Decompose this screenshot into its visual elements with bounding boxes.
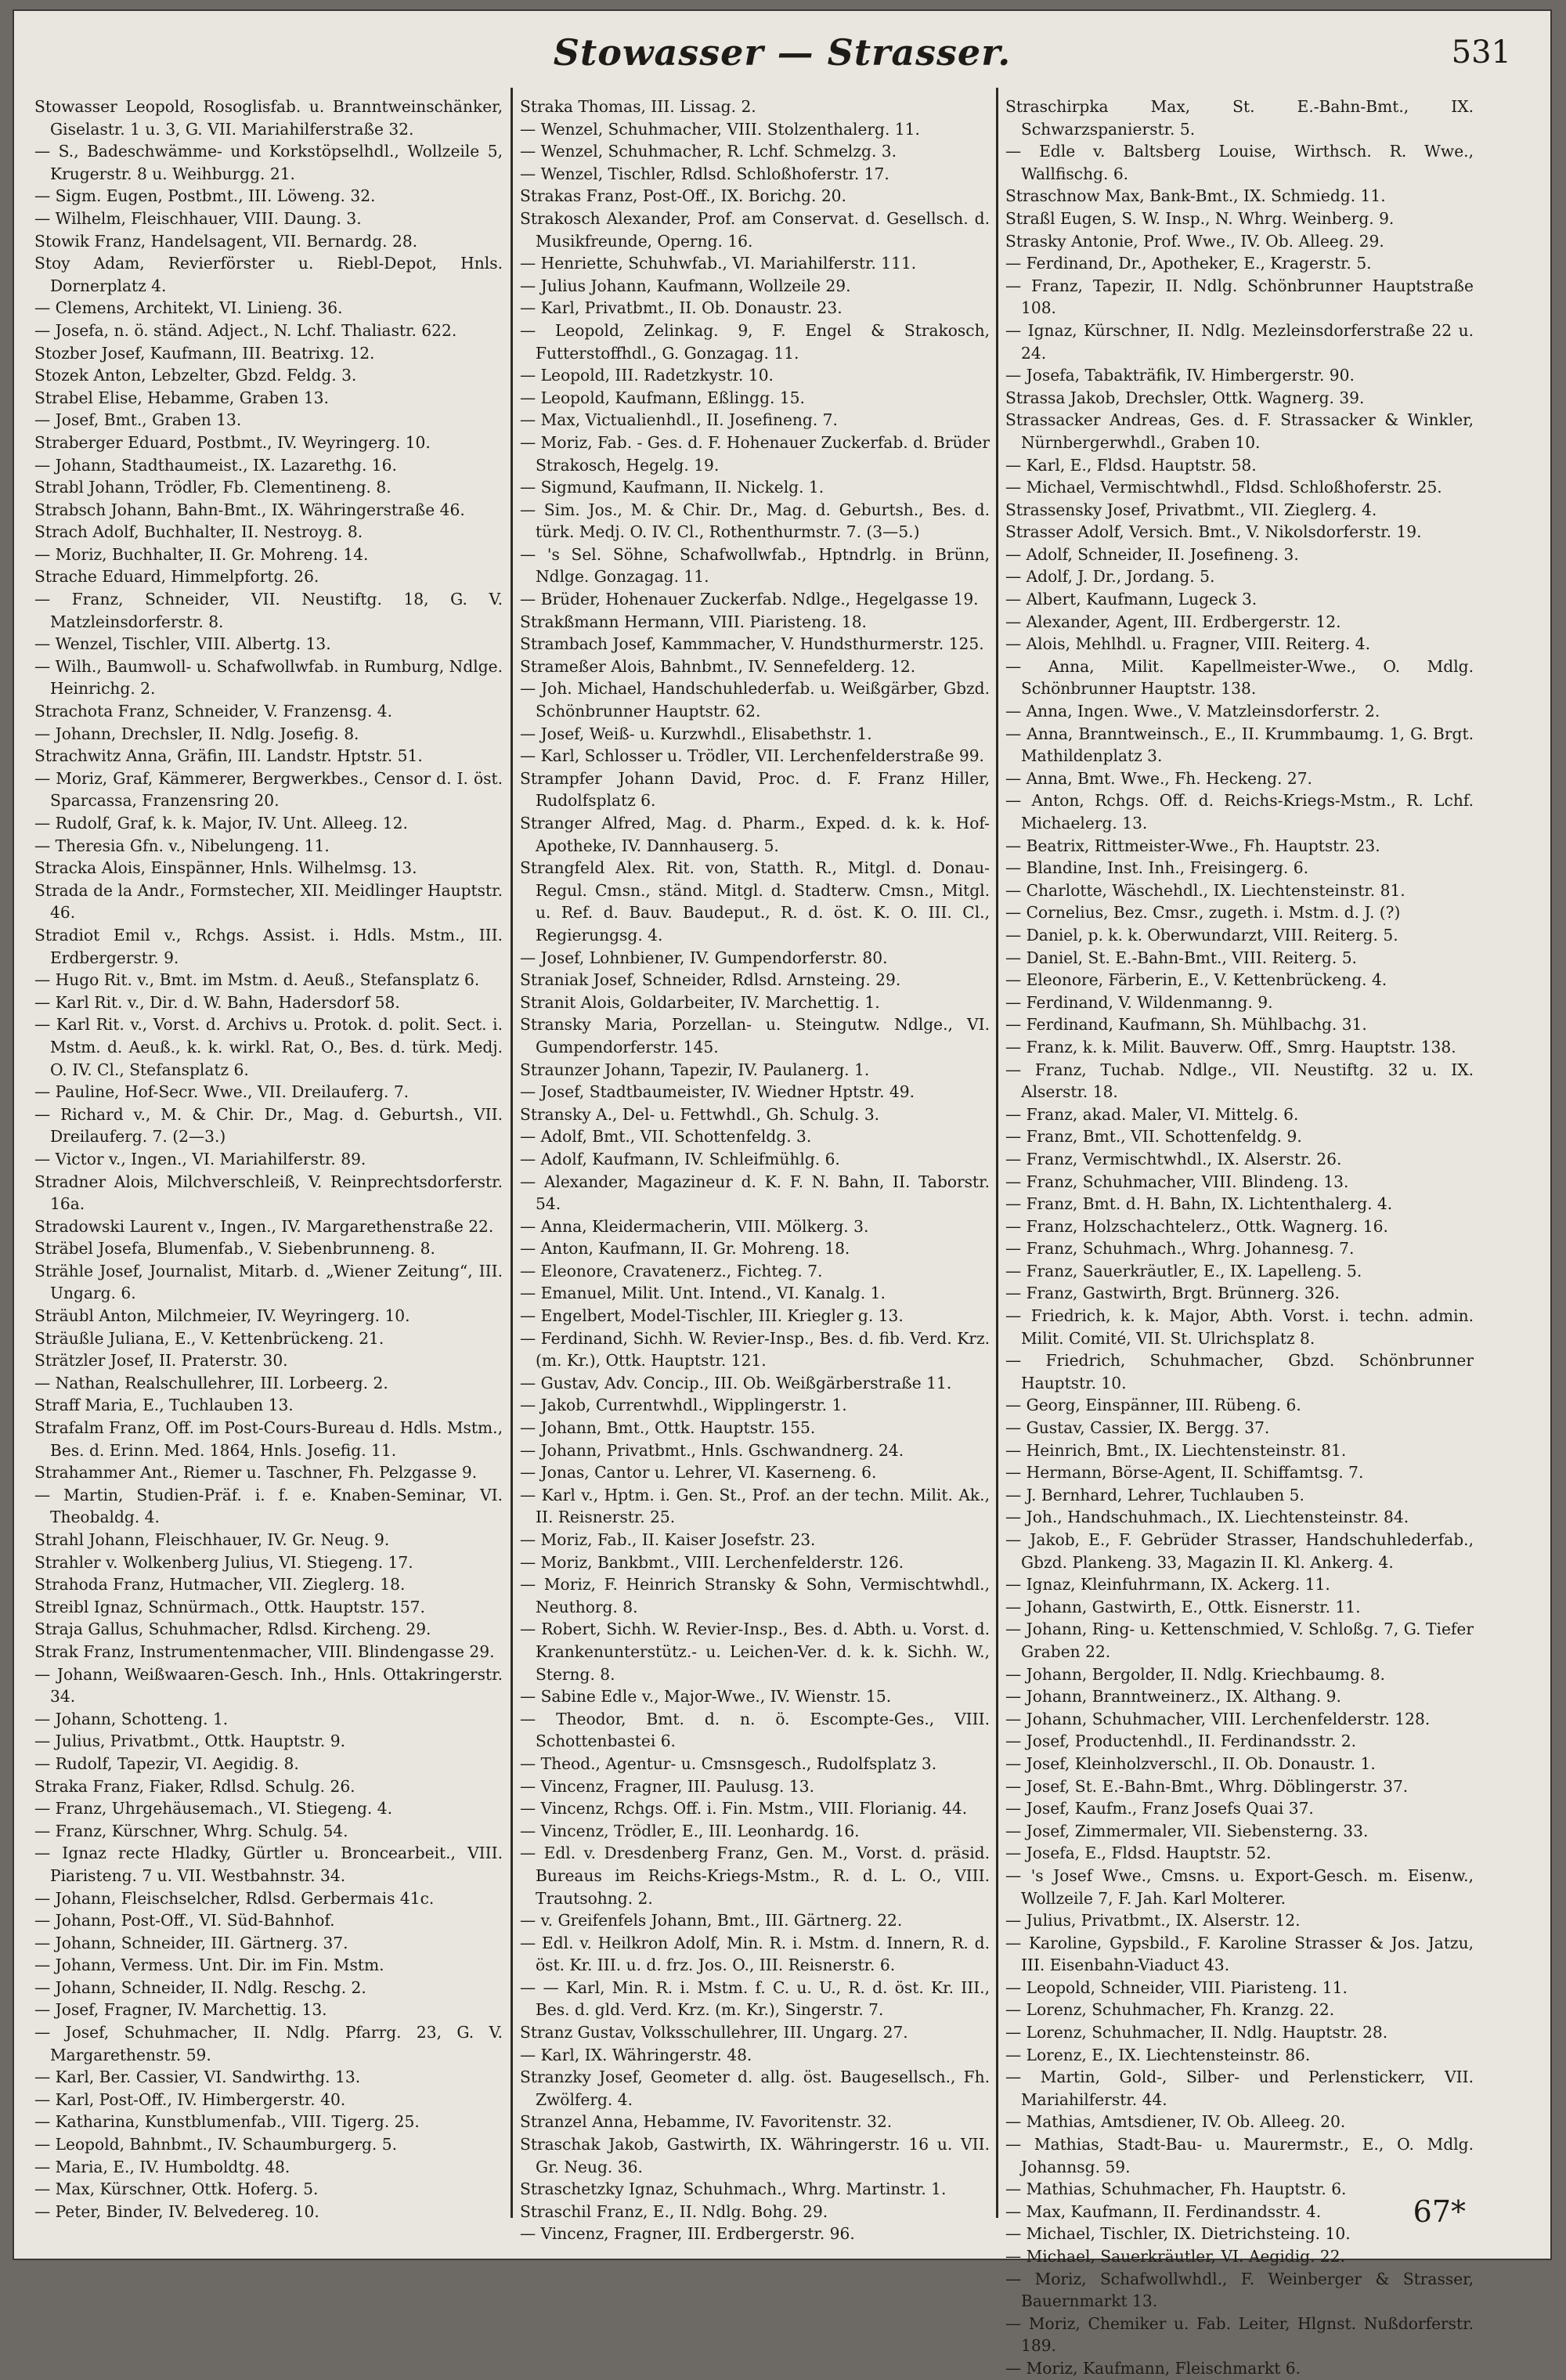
directory-entry: Strätzler Josef, II. Praterstr. 30. (34, 1351, 288, 1371)
directory-entry: — Franz, Vermischtwhdl., IX. Alserstr. 26. (1005, 1149, 1342, 1168)
directory-entry: Sträubl Anton, Milchmeier, IV. Weyringerg. 10. (34, 1306, 410, 1326)
directory-entry: — Josefa, n. ö. ständ. Adject., N. Lchf. Thaliastr. 622. (34, 320, 457, 340)
directory-entry: — — Karl, Min. R. i. Mstm. f. C. u. U., R. d. öst. Kr. III., Bes. d. gld. Verd. Krz. (m. Kr.), Singerstr. 7. (520, 1977, 990, 2020)
directory-entry: — Mathias, Stadt-Bau- u. Maurermstr., E., O. Mdlg. Johannsg. 59. (1005, 2135, 1474, 2176)
directory-entry: — Moriz, Bankbmt., VIII. Lerchenfelderstr. 126. (520, 1552, 904, 1572)
directory-entry: — Vincenz, Fragner, III. Paulusg. 13. (520, 1776, 814, 1796)
directory-entry: — Josefa, E., Fldsd. Hauptstr. 52. (1005, 1844, 1272, 1863)
directory-entry: Strahammer Ant., Riemer u. Taschner, Fh. Pelzgasse 9. (34, 1463, 478, 1483)
directory-entry: — Franz, Schuhmach., Whrg. Johannesg. 7. (1005, 1239, 1355, 1259)
directory-entry: — Moriz, F. Heinrich Stransky & Sohn, Vermischtwhdl., Neuthorg. 8. (520, 1575, 990, 1616)
directory-entry: Streibl Ignaz, Schnürmach., Ottk. Hauptstr. 157. (34, 1597, 425, 1616)
directory-entry: — S., Badeschwämme- und Korkstöpselhdl., Wollzeile 5, Krugerstr. 8 u. Weihburgg. 21. (34, 142, 503, 183)
directory-entry: Straff Maria, E., Tuchlauben 13. (34, 1396, 294, 1415)
directory-entry: — Moriz, Schafwollwhdl., F. Weinberger & Strasser, Bauernmarkt 13. (1005, 2269, 1474, 2311)
page-header (13, 31, 1552, 78)
directory-entry: — Theresia Gfn. v., Nibelungeng. 11. (34, 836, 330, 855)
directory-entry: — Lorenz, E., IX. Liechtensteinstr. 86. (1005, 2045, 1311, 2064)
directory-entry: — Sigm. Eugen, Postbmt., III. Löweng. 32. (34, 186, 376, 206)
directory-entry: — Moriz, Kaufmann, Fleischmarkt 6. (1005, 2358, 1301, 2378)
directory-entry: Stranzky Josef, Geometer d. allg. öst. Baugesellsch., Fh. Zwölferg. 4. (520, 2068, 990, 2109)
directory-entry: — Lorenz, Schuhmacher, Fh. Kranzg. 22. (1005, 2000, 1335, 2020)
directory-entry: Strameßer Alois, Bahnbmt., IV. Sennefelderg. 12. (520, 656, 916, 676)
directory-entry: Strache Eduard, Himmelpfortg. 26. (34, 567, 319, 587)
directory-entry: — Friedrich, Schuhmacher, Gbzd. Schönbrunner Hauptstr. 10. (1005, 1351, 1474, 1392)
directory-entry: — Johann, Schuhmacher, VIII. Lerchenfelderstr. 128. (1005, 1709, 1431, 1728)
directory-entry: — Daniel, St. E.-Bahn-Bmt., VIII. Reiterg. 5. (1005, 948, 1357, 967)
directory-entry: Stradner Alois, Milchverschleiß, V. Reinprechtsdorferstr. 16a. (34, 1172, 503, 1214)
directory-entry: Strahler v. Wolkenberg Julius, VI. Stiegeng. 17. (34, 1552, 413, 1572)
directory-entry: — Katharina, Kunstblumenfab., VIII. Tigerg. 25. (34, 2112, 420, 2132)
directory-entry: — Sim. Jos., M. & Chir. Dr., Mag. d. Geburtsh., Bes. d. türk. Medj. O. IV. Cl., Rothenthurmstr. 7. (3—5.) (520, 500, 990, 542)
directory-entry: Stranger Alfred, Mag. d. Pharm., Exped. d. k. k. Hof-Apotheke, IV. Dannhauserg. 5. (520, 814, 990, 855)
directory-entry: — Emanuel, Milit. Unt. Intend., VI. Kanalg. 1. (520, 1284, 886, 1303)
directory-entry: Strampfer Johann David, Proc. d. F. Franz Hiller, Rudolfsplatz 6. (520, 768, 990, 811)
directory-entry: — Eleonore, Färberin, E., V. Kettenbrückeng. 4. (1005, 970, 1387, 990)
directory-entry: — 's Sel. Söhne, Schafwollwfab., Hptndrlg. in Brünn, Ndlge. Gonzagag. 11. (520, 544, 990, 587)
directory-entry: — Johann, Gastwirth, E., Ottk. Eisnerstr. 11. (1005, 1597, 1361, 1616)
directory-entry: — Johann, Post-Off., VI. Süd-Bahnhof. (34, 1911, 335, 1930)
directory-entry: — Wenzel, Schuhmacher, VIII. Stolzenthalerg. 11. (520, 119, 920, 139)
directory-entry: — Ignaz, Kleinfuhrmann, IX. Ackerg. 11. (1005, 1575, 1330, 1594)
directory-entry: — Alexander, Magazineur d. K. F. N. Bahn, II. Taborstr. 54. (520, 1172, 990, 1214)
directory-entry: — Julius Johann, Kaufmann, Wollzeile 29. (520, 276, 851, 295)
directory-entry: — Josef, Kleinholzverschl., II. Ob. Donaustr. 1. (1005, 1753, 1376, 1773)
directory-entry: — Charlotte, Wäschehdl., IX. Liechtensteinstr. 81. (1005, 880, 1405, 900)
page-number: 531 (1451, 34, 1511, 70)
directory-entry: — Franz, Schuhmacher, VIII. Blindeng. 13. (1005, 1172, 1349, 1191)
directory-entry: — Victor v., Ingen., VI. Mariahilferstr. 89. (34, 1149, 366, 1168)
directory-entry: — Leopold, Zelinkag. 9, F. Engel & Strakosch, Futterstoffhdl., G. Gonzagag. 11. (520, 320, 990, 363)
directory-entry: — Edl. v. Dresdenberg Franz, Gen. M., Vorst. d. präsid. Bureaus im Reichs-Kriegs-Mstm., R. d. L. O., VIII. Trautsohng. 2. (520, 1844, 990, 1908)
directory-entry: — Franz, Kürschner, Whrg. Schulg. 54. (34, 1821, 348, 1840)
directory-entry: — Rudolf, Graf, k. k. Major, IV. Unt. Alleeg. 12. (34, 814, 408, 832)
directory-entry: — Peter, Binder, IV. Belvedereg. 10. (34, 2201, 319, 2221)
directory-entry: Stozek Anton, Lebzelter, Gbzd. Feldg. 3. (34, 366, 357, 385)
directory-entry: Straka Franz, Fiaker, Rdlsd. Schulg. 26. (34, 1776, 355, 1796)
directory-entry: — Leopold, Bahnbmt., IV. Schaumburgerg. 5. (34, 2135, 397, 2154)
directory-entry: Strahl Johann, Fleischhauer, IV. Gr. Neug. 9. (34, 1530, 390, 1549)
directory-entry: — Leopold, Schneider, VIII. Piaristeng. 11. (1005, 1977, 1348, 1997)
directory-entry: — Franz, Tuchab. Ndlge., VII. Neustiftg. 32 u. IX. Alserstr. 18. (1005, 1060, 1474, 1102)
directory-entry: Stranzel Anna, Hebamme, IV. Favoritenstr. 32. (520, 2112, 893, 2132)
directory-entry: Straberger Eduard, Postbmt., IV. Weyringerg. 10. (34, 432, 431, 452)
directory-entry: — Franz, Holzschachtelerz., Ottk. Wagnerg. 16. (1005, 1216, 1388, 1236)
directory-entry: — Franz, Sauerkräutler, E., IX. Lapelleng. 5. (1005, 1261, 1362, 1280)
directory-entry: — Heinrich, Bmt., IX. Liechtensteinstr. 81. (1005, 1440, 1347, 1460)
directory-entry: — Julius, Privatbmt., IX. Alserstr. 12. (1005, 1911, 1301, 1930)
directory-entry: Stradiot Emil v., Rchgs. Assist. i. Hdls. Mstm., III. Erdbergerstr. 9. (34, 925, 503, 967)
directory-entry: — Ferdinand, Kaufmann, Sh. Mühlbachg. 31. (1005, 1015, 1367, 1035)
directory-entry: — Johann, Schotteng. 1. (34, 1709, 229, 1728)
directory-entry: — Hermann, Börse-Agent, II. Schiffamtsg. 7. (1005, 1463, 1364, 1483)
directory-entry: — v. Greifenfels Johann, Bmt., III. Gärtnerg. 22. (520, 1911, 903, 1930)
directory-entry: Straschil Franz, E., II. Ndlg. Bohg. 29. (520, 2201, 828, 2221)
directory-entry: — Wenzel, Tischler, Rdlsd. Schloßhoferstr. 17. (520, 164, 889, 183)
directory-entry: — Gustav, Adv. Concip., III. Ob. Weißgärberstraße 11. (520, 1373, 952, 1392)
directory-entry: — Johann, Bmt., Ottk. Hauptstr. 155. (520, 1418, 816, 1438)
directory-entry: — Vincenz, Trödler, E., III. Leonhardg. 16. (520, 1821, 860, 1840)
directory-entry: — Leopold, III. Radetzkystr. 10. (520, 366, 774, 385)
directory-entry: — Karl, Privatbmt., II. Ob. Donaustr. 23. (520, 298, 843, 318)
directory-entry: Straniak Josef, Schneider, Rdlsd. Arnsteing. 29. (520, 970, 901, 990)
directory-entry: — Karl Rit. v., Vorst. d. Archivs u. Protok. d. polit. Sect. i. Mstm. d. Aeuß., k. k. wirkl. Rat, O., Bes. d. türk. Medj. O. IV. Cl., Stefansplatz 6. (34, 1015, 503, 1079)
directory-entry: Strachwitz Anna, Gräfin, III. Landstr. Hptstr. 51. (34, 746, 423, 766)
directory-entry: — Johann, Stadthaumeist., IX. Lazarethg. 16. (34, 455, 397, 475)
directory-entry: Straunzer Johann, Tapezir, IV. Paulanerg. 1. (520, 1060, 870, 1079)
directory-entry: — Anton, Rchgs. Off. d. Reichs-Kriegs-Mstm., R. Lchf. Michaelerg. 13. (1005, 791, 1474, 832)
directory-entry: — Alexander, Agent, III. Erdbergerstr. 12. (1005, 612, 1341, 631)
directory-entry: Straschak Jakob, Gastwirth, IX. Währingerstr. 16 u. VII. Gr. Neug. 36. (520, 2135, 990, 2176)
directory-entry: Stoy Adam, Revierförster u. Riebl-Depot, Hnls. Dornerplatz 4. (34, 254, 503, 295)
directory-entry: Stowasser Leopold, Rosoglisfab. u. Branntweinschänker, Giselastr. 1 u. 3, G. VII. Mariahilferstraße 32. (34, 97, 503, 139)
directory-entry: Strafalm Franz, Off. im Post-Cours-Bureau d. Hdls. Mstm., Bes. d. Erinn. Med. 1864, Hnls. Josefig. 11. (34, 1418, 503, 1460)
directory-entry: Straka Thomas, III. Lissag. 2. (520, 97, 756, 116)
directory-entry: — Lorenz, Schuhmacher, II. Ndlg. Hauptstr. 28. (1005, 2023, 1388, 2042)
directory-entry: — Josefa, Tabakträfik, IV. Himbergerstr. 90. (1005, 366, 1355, 385)
directory-entry: — Ferdinand, V. Wildenmanng. 9. (1005, 992, 1273, 1012)
directory-entry: — Karl v., Hptm. i. Gen. St., Prof. an der techn. Milit. Ak., II. Reisnerstr. 25. (520, 1485, 990, 1527)
directory-entry: Strabl Johann, Trödler, Fb. Clementineng. 8. (34, 478, 392, 497)
directory-entry: — Moriz, Buchhalter, II. Gr. Mohreng. 14. (34, 544, 369, 564)
directory-entry: — Sigmund, Kaufmann, II. Nickelg. 1. (520, 478, 824, 497)
directory-entry: — Moriz, Graf, Kämmerer, Bergwerkbes., Censor d. I. öst. Sparcassa, Franzensring 20. (34, 768, 503, 811)
directory-entry: Strangfeld Alex. Rit. von, Statth. R., Mitgl. d. Donau-Regul. Cmsn., ständ. Mitgl. d. Stadterw. Cmsn., Mitgl. u. Ref. d. Bauv. Baudeput., R. d. öst. K. O. III. Cl., Regierungsg. 4. (520, 858, 990, 944)
directory-entry: — Franz, Gastwirth, Brgt. Brünnerg. 326. (1005, 1284, 1340, 1303)
directory-entry: Strada de la Andr., Formstecher, XII. Meidlinger Hauptstr. 46. (34, 880, 503, 923)
directory-entry: Strachota Franz, Schneider, V. Franzensg. 4. (34, 702, 393, 721)
directory-entry: — Sabine Edle v., Major-Wwe., IV. Wienstr. 15. (520, 1687, 892, 1706)
directory-entry: — Michael, Sauerkräutler, VI. Aegidig. 22. (1005, 2247, 1346, 2266)
directory-entry: — Franz, Bmt., VII. Schottenfeldg. 9. (1005, 1127, 1302, 1147)
directory-entry: — Franz, Schneider, VII. Neustiftg. 18, G. V. Matzleinsdorferstr. 8. (34, 590, 503, 631)
directory-entry: — Josef, Kaufm., Franz Josefs Quai 37. (1005, 1799, 1314, 1818)
directory-entry: Strassacker Andreas, Ges. d. F. Strassacker & Winkler, Nürnbergerwhdl., Graben 10. (1005, 410, 1474, 452)
column-2 (520, 96, 990, 2244)
directory-entry: — Josef, Zimmermaler, VII. Siebensterng. 33. (1005, 1821, 1369, 1840)
directory-entry: — Martin, Studien-Präf. i. f. e. Knaben-Seminar, VI. Theobaldg. 4. (34, 1485, 503, 1527)
directory-entry: — Wenzel, Schuhmacher, R. Lchf. Schmelzg. 3. (520, 142, 897, 161)
directory-entry: — Georg, Einspänner, III. Rübeng. 6. (1005, 1396, 1301, 1415)
directory-entry: — Anna, Branntweinsch., E., II. Krummbaumg. 1, G. Brgt. Mathildenplatz 3. (1005, 724, 1474, 766)
directory-entry: Strambach Josef, Kammmacher, V. Hundsthurmerstr. 125. (520, 634, 984, 654)
directory-entry: — Karl, Schlosser u. Trödler, VII. Lerchenfelderstraße 99. (520, 746, 984, 766)
directory-entry: Sträbel Josefa, Blumenfab., V. Siebenbrunneng. 8. (34, 1239, 435, 1259)
directory-entry: — Rudolf, Tapezir, VI. Aegidig. 8. (34, 1753, 299, 1773)
directory-entry: — Josef, Schuhmacher, II. Ndlg. Pfarrg. 23, G. V. Margarethenstr. 59. (34, 2023, 503, 2064)
directory-entry: — Moriz, Fab. - Ges. d. F. Hohenauer Zuckerfab. d. Brüder Strakosch, Hegelg. 19. (520, 432, 990, 475)
directory-entry: — Franz, Uhrgehäusemach., VI. Stiegeng. 4. (34, 1799, 393, 1818)
directory-entry: — Karl, Ber. Cassier, VI. Sandwirthg. 13. (34, 2068, 361, 2087)
directory-entry: Strassa Jakob, Drechsler, Ottk. Wagnerg. 39. (1005, 388, 1365, 407)
directory-entry: Stransky A., Del- u. Fettwhdl., Gh. Schulg. 3. (520, 1104, 880, 1124)
directory-entry: — Gustav, Cassier, IX. Bergg. 37. (1005, 1418, 1270, 1438)
directory-entry: Strassensky Josef, Privatbmt., VII. Zieglerg. 4. (1005, 500, 1377, 519)
directory-entry: — Anton, Kaufmann, II. Gr. Mohreng. 18. (520, 1239, 850, 1259)
directory-entry: — Martin, Gold-, Silber- und Perlenstickerr, VII. Mariahilferstr. 44. (1005, 2068, 1474, 2109)
column-1 (34, 96, 503, 2221)
directory-entry: — Josef, St. E.-Bahn-Bmt., Whrg. Döblingerstr. 37. (1005, 1776, 1409, 1796)
directory-entry: Strach Adolf, Buchhalter, II. Nestroyg. 8. (34, 522, 363, 542)
directory-entry: — 's Josef Wwe., Cmsns. u. Export-Gesch. m. Eisenw., Wollzeile 7, F. Jah. Karl Molterer. (1005, 1865, 1474, 1908)
directory-entry: — Joh., Handschuhmach., IX. Liechtensteinstr. 84. (1005, 1508, 1409, 1527)
directory-entry: Strak Franz, Instrumentenmacher, VIII. Blindengasse 29. (34, 1641, 495, 1661)
directory-entry: — Johann, Fleischselcher, Rdlsd. Gerbermais 41c. (34, 1888, 435, 1908)
directory-entry: — Brüder, Hohenauer Zuckerfab. Ndlge., Hegelgasse 19. (520, 590, 979, 609)
directory-entry: — Joh. Michael, Handschuhlederfab. u. Weißgärber, Gbzd. Schönbrunner Hauptstr. 62. (520, 679, 990, 721)
directory-entry: — Karoline, Gypsbild., F. Karoline Strasser & Jos. Jatzu, III. Eisenbahn-Viaduct 43. (1005, 1933, 1474, 1975)
directory-entry: — Alois, Mehlhdl. u. Fragner, VIII. Reiterg. 4. (1005, 634, 1371, 654)
directory-entry: — Julius, Privatbmt., Ottk. Hauptstr. 9. (34, 1732, 345, 1751)
directory-entry: Strasser Adolf, Versich. Bmt., V. Nikolsdorferstr. 19. (1005, 522, 1422, 542)
directory-entry: — Ignaz recte Hladky, Gürtler u. Broncearbeit., VIII. Piaristeng. 7 u. VII. Westbahnstr. 34. (34, 1844, 503, 1885)
directory-entry: — Franz, Tapezir, II. Ndlg. Schönbrunner Hauptstraße 108. (1005, 276, 1474, 318)
directory-entry: — Johann, Ring- u. Kettenschmied, V. Schloßg. 7, G. Tiefer Graben 22. (1005, 1620, 1474, 1661)
directory-entry: — Theod., Agentur- u. Cmsnsgesch., Rudolfsplatz 3. (520, 1753, 937, 1773)
directory-entry: Sträußle Juliana, E., V. Kettenbrückeng. 21. (34, 1328, 384, 1348)
column-rule (511, 88, 513, 2218)
directory-entry: Strakas Franz, Post-Off., IX. Borichg. 20. (520, 186, 846, 206)
directory-entry: — Anna, Ingen. Wwe., V. Matzleinsdorferstr. 2. (1005, 702, 1380, 721)
directory-entry: — Anna, Milit. Kapellmeister-Wwe., O. Mdlg. Schönbrunner Hauptstr. 138. (1005, 656, 1474, 699)
directory-entry: Strähle Josef, Journalist, Mitarb. d. „Wiener Zeitung“, III. Ungarg. 6. (34, 1261, 503, 1303)
directory-entry: — Karl Rit. v., Dir. d. W. Bahn, Hadersdorf 58. (34, 992, 400, 1012)
directory-entry: — Nathan, Realschullehrer, III. Lorbeerg. 2. (34, 1373, 388, 1392)
directory-entry: Stranz Gustav, Volksschullehrer, III. Ungarg. 27. (520, 2023, 908, 2042)
directory-entry: — Wenzel, Tischler, VIII. Albertg. 13. (34, 634, 331, 654)
directory-entry: — Josef, Stadtbaumeister, IV. Wiedner Hptstr. 49. (520, 1082, 915, 1102)
directory-entry: Strakosch Alexander, Prof. am Conservat. d. Gesellsch. d. Musikfreunde, Operng. 16. (520, 208, 990, 251)
directory-entry: — Friedrich, k. k. Major, Abth. Vorst. i. techn. admin. Milit. Comité, VII. St. Ulrichsplatz 8. (1005, 1306, 1474, 1348)
directory-entry: — Beatrix, Rittmeister-Wwe., Fh. Hauptstr. 23. (1005, 836, 1380, 855)
directory-entry: — Henriette, Schuhwfab., VI. Mariahilferstr. 111. (520, 254, 917, 273)
directory-entry: — Adolf, J. Dr., Jordang. 5. (1005, 567, 1215, 587)
directory-entry: — Max, Victualienhdl., II. Josefineng. 7. (520, 410, 838, 430)
directory-entry: — Karl, Post-Off., IV. Himbergerstr. 40. (34, 2089, 346, 2109)
directory-entry: — Eleonore, Cravatenerz., Fichteg. 7. (520, 1261, 823, 1280)
directory-entry: — Adolf, Bmt., VII. Schottenfeldg. 3. (520, 1127, 812, 1147)
directory-entry: Stowik Franz, Handelsagent, VII. Bernardg. 28. (34, 231, 418, 251)
directory-entry: — Albert, Kaufmann, Lugeck 3. (1005, 590, 1257, 609)
directory-entry: — Richard v., M. & Chir. Dr., Mag. d. Geburtsh., VII. Dreilauferg. 7. (2—3.) (34, 1104, 503, 1147)
directory-entry: — Wilh., Baumwoll- u. Schafwollwfab. in Rumburg, Ndlge. Heinrichg. 2. (34, 656, 503, 699)
directory-entry: — Johann, Privatbmt., Hnls. Gschwandnerg. 24. (520, 1440, 904, 1460)
directory-entry: Strahoda Franz, Hutmacher, VII. Zieglerg. 18. (34, 1575, 406, 1594)
directory-entry: — Franz, akad. Maler, VI. Mittelg. 6. (1005, 1104, 1299, 1124)
directory-entry: — Josef, Lohnbiener, IV. Gumpendorferstr. 80. (520, 948, 888, 967)
directory-entry: — Blandine, Inst. Inh., Freisingerg. 6. (1005, 858, 1309, 878)
directory-entry: — Franz, k. k. Milit. Bauverw. Off., Smrg. Hauptstr. 138. (1005, 1037, 1456, 1056)
directory-entry: — Adolf, Schneider, II. Josefineng. 3. (1005, 544, 1299, 564)
directory-entry: — Karl, IX. Währingerstr. 48. (520, 2045, 752, 2064)
directory-entry: — Clemens, Architekt, VI. Linieng. 36. (34, 298, 343, 318)
directory-entry: Strasky Antonie, Prof. Wwe., IV. Ob. Alleeg. 29. (1005, 231, 1384, 251)
directory-entry: Strabel Elise, Hebamme, Graben 13. (34, 388, 329, 407)
directory-entry: — Ferdinand, Dr., Apotheker, E., Kragerstr. 5. (1005, 254, 1372, 273)
directory-entry: — Edl. v. Heilkron Adolf, Min. R. i. Mstm. d. Innern, R. d. öst. Kr. III. u. d. frz. Jos. O., III. Reisnerstr. 6. (520, 1933, 990, 1975)
directory-entry: — Mathias, Schuhmacher, Fh. Hauptstr. 6. (1005, 2180, 1347, 2199)
directory-entry: Stranit Alois, Goldarbeiter, IV. Marchettig. 1. (520, 992, 880, 1012)
directory-entry: — Karl, E., Fldsd. Hauptstr. 58. (1005, 455, 1257, 475)
directory-entry: — Edle v. Baltsberg Louise, Wirthsch. R. Wwe., Wallfischg. 6. (1005, 142, 1474, 183)
directory-entry: — Pauline, Hof-Secr. Wwe., VII. Dreilauferg. 7. (34, 1082, 410, 1102)
directory-entry: — Theodor, Bmt. d. n. ö. Escompte-Ges., VIII. Schottenbastei 6. (520, 1709, 990, 1751)
directory-entry: — Cornelius, Bez. Cmsr., zugeth. i. Mstm. d. J. (?) (1005, 903, 1401, 923)
directory-entry: — Johann, Bergolder, II. Ndlg. Kriechbaumg. 8. (1005, 1664, 1385, 1684)
directory-entry: — Michael, Vermischtwhdl., Fldsd. Schloßhoferstr. 25. (1005, 478, 1442, 497)
directory-entry: — Johann, Schneider, III. Gärtnerg. 37. (34, 1933, 348, 1952)
directory-entry: — Johann, Schneider, II. Ndlg. Reschg. 2. (34, 1977, 366, 1997)
directory-entry: — Adolf, Kaufmann, IV. Schleifmühlg. 6. (520, 1149, 840, 1168)
directory-entry: — Ferdinand, Sichh. W. Revier-Insp., Bes. d. fib. Verd. Krz. (m. Kr.), Ottk. Hauptstr. 121. (520, 1328, 990, 1371)
directory-entry: — Josef, Bmt., Graben 13. (34, 410, 242, 430)
directory-entry: — Wilhelm, Fleischhauer, VIII. Daung. 3. (34, 208, 362, 228)
directory-entry: Strakßmann Hermann, VIII. Piaristeng. 18. (520, 612, 867, 631)
directory-entry: — Max, Kaufmann, II. Ferdinandsstr. 4. (1005, 2201, 1322, 2221)
directory-entry: — Moriz, Chemiker u. Fab. Leiter, Hlgnst. Nußdorferstr. 189. (1005, 2313, 1474, 2356)
directory-entry: — Franz, Bmt. d. H. Bahn, IX. Lichtenthalerg. 4. (1005, 1194, 1393, 1214)
directory-entry: — Moriz, Fab., II. Kaiser Josefstr. 23. (520, 1530, 816, 1549)
directory-page (13, 9, 1552, 2378)
directory-entry: — Michael, Tischler, IX. Dietrichsteing. 10. (1005, 2224, 1351, 2244)
directory-entry: — Daniel, p. k. k. Oberwundarzt, VIII. Reiterg. 5. (1005, 925, 1398, 944)
column-rule (996, 88, 998, 2218)
directory-entry: — Anna, Kleidermacherin, VIII. Mölkerg. 3. (520, 1216, 869, 1236)
directory-entry: — Ignaz, Kürschner, II. Ndlg. Mezleinsdorferstraße 22 u. 24. (1005, 320, 1474, 363)
directory-entry: Stradowski Laurent v., Ingen., IV. Margarethenstraße 22. (34, 1216, 494, 1236)
directory-entry: Strabsch Johann, Bahn-Bmt., IX. Währingerstraße 46. (34, 500, 465, 519)
signature-mark: 67* (1413, 2194, 1466, 2229)
directory-entry: — Robert, Sichh. W. Revier-Insp., Bes. d. Abth. u. Vorst. d. Krankenunterstütz.- u. Leichen-Ver. d. k. k. Sichh. W., Sterng. 8. (520, 1620, 990, 1684)
directory-entry: — Josef, Fragner, IV. Marchettig. 13. (34, 2000, 327, 2020)
directory-entry: — Leopold, Kaufmann, Eßlingg. 15. (520, 388, 805, 407)
directory-entry: Straschetzky Ignaz, Schuhmach., Whrg. Martinstr. 1. (520, 2180, 947, 2199)
directory-entry: — Johann, Branntweinerz., IX. Althang. 9. (1005, 1687, 1341, 1706)
directory-entry: — Johann, Drechsler, II. Ndlg. Josefig. 8. (34, 724, 359, 743)
directory-entry: — Anna, Bmt. Wwe., Fh. Heckeng. 27. (1005, 768, 1312, 788)
directory-entry: — Johann, Vermess. Unt. Dir. im Fin. Mstm. (34, 1956, 384, 1975)
running-head: Stowasser — Strasser. (553, 31, 1012, 74)
directory-entry: — Johann, Weißwaaren-Gesch. Inh., Hnls. Ottakringerstr. 34. (34, 1664, 503, 1706)
directory-entry: — Vincenz, Fragner, III. Erdbergerstr. 96. (520, 2224, 855, 2244)
directory-entry: — Engelbert, Model-Tischler, III. Kriegler g. 13. (520, 1306, 904, 1326)
directory-entry: Straschirpka Max, St. E.-Bahn-Bmt., IX. Schwarzspanierstr. 5. (1005, 97, 1474, 139)
directory-entry: Straßl Eugen, S. W. Insp., N. Whrg. Weinberg. 9. (1005, 208, 1395, 228)
directory-entry: — Jonas, Cantor u. Lehrer, VI. Kaserneng. 6. (520, 1463, 877, 1483)
directory-entry: — J. Bernhard, Lehrer, Tuchlauben 5. (1005, 1485, 1304, 1504)
directory-entry: — Mathias, Amtsdiener, IV. Ob. Alleeg. 20. (1005, 2112, 1346, 2132)
directory-entry: — Maria, E., IV. Humboldtg. 48. (34, 2157, 290, 2176)
directory-entry: — Max, Kürschner, Ottk. Hoferg. 5. (34, 2180, 319, 2199)
directory-entry: Straja Gallus, Schuhmacher, Rdlsd. Kircheng. 29. (34, 1620, 431, 1639)
directory-entry: — Josef, Weiß- u. Kurzwhdl., Elisabethstr. 1. (520, 724, 872, 743)
directory-entry: — Josef, Productenhdl., II. Ferdinandsstr. 2. (1005, 1732, 1357, 1751)
directory-entry: — Jakob, E., F. Gebrüder Strasser, Handschuhlederfab., Gbzd. Plankeng. 33, Magazin II. Kl. Ankerg. 4. (1005, 1530, 1474, 1572)
directory-entry: Stracka Alois, Einspänner, Hnls. Wilhelmsg. 13. (34, 858, 417, 878)
directory-entry: — Jakob, Currentwhdl., Wipplingerstr. 1. (520, 1396, 847, 1415)
directory-entry: — Vincenz, Rchgs. Off. i. Fin. Mstm., VIII. Florianig. 44. (520, 1799, 968, 1818)
directory-entry: — Hugo Rit. v., Bmt. im Mstm. d. Aeuß., Stefansplatz 6. (34, 970, 480, 990)
directory-entry: Stransky Maria, Porzellan- u. Steingutw. Ndlge., VI. Gumpendorferstr. 145. (520, 1015, 990, 1056)
directory-entry: Stozber Josef, Kaufmann, III. Beatrixg. 12. (34, 343, 375, 363)
directory-entry: Straschnow Max, Bank-Bmt., IX. Schmiedg. 11. (1005, 186, 1386, 206)
